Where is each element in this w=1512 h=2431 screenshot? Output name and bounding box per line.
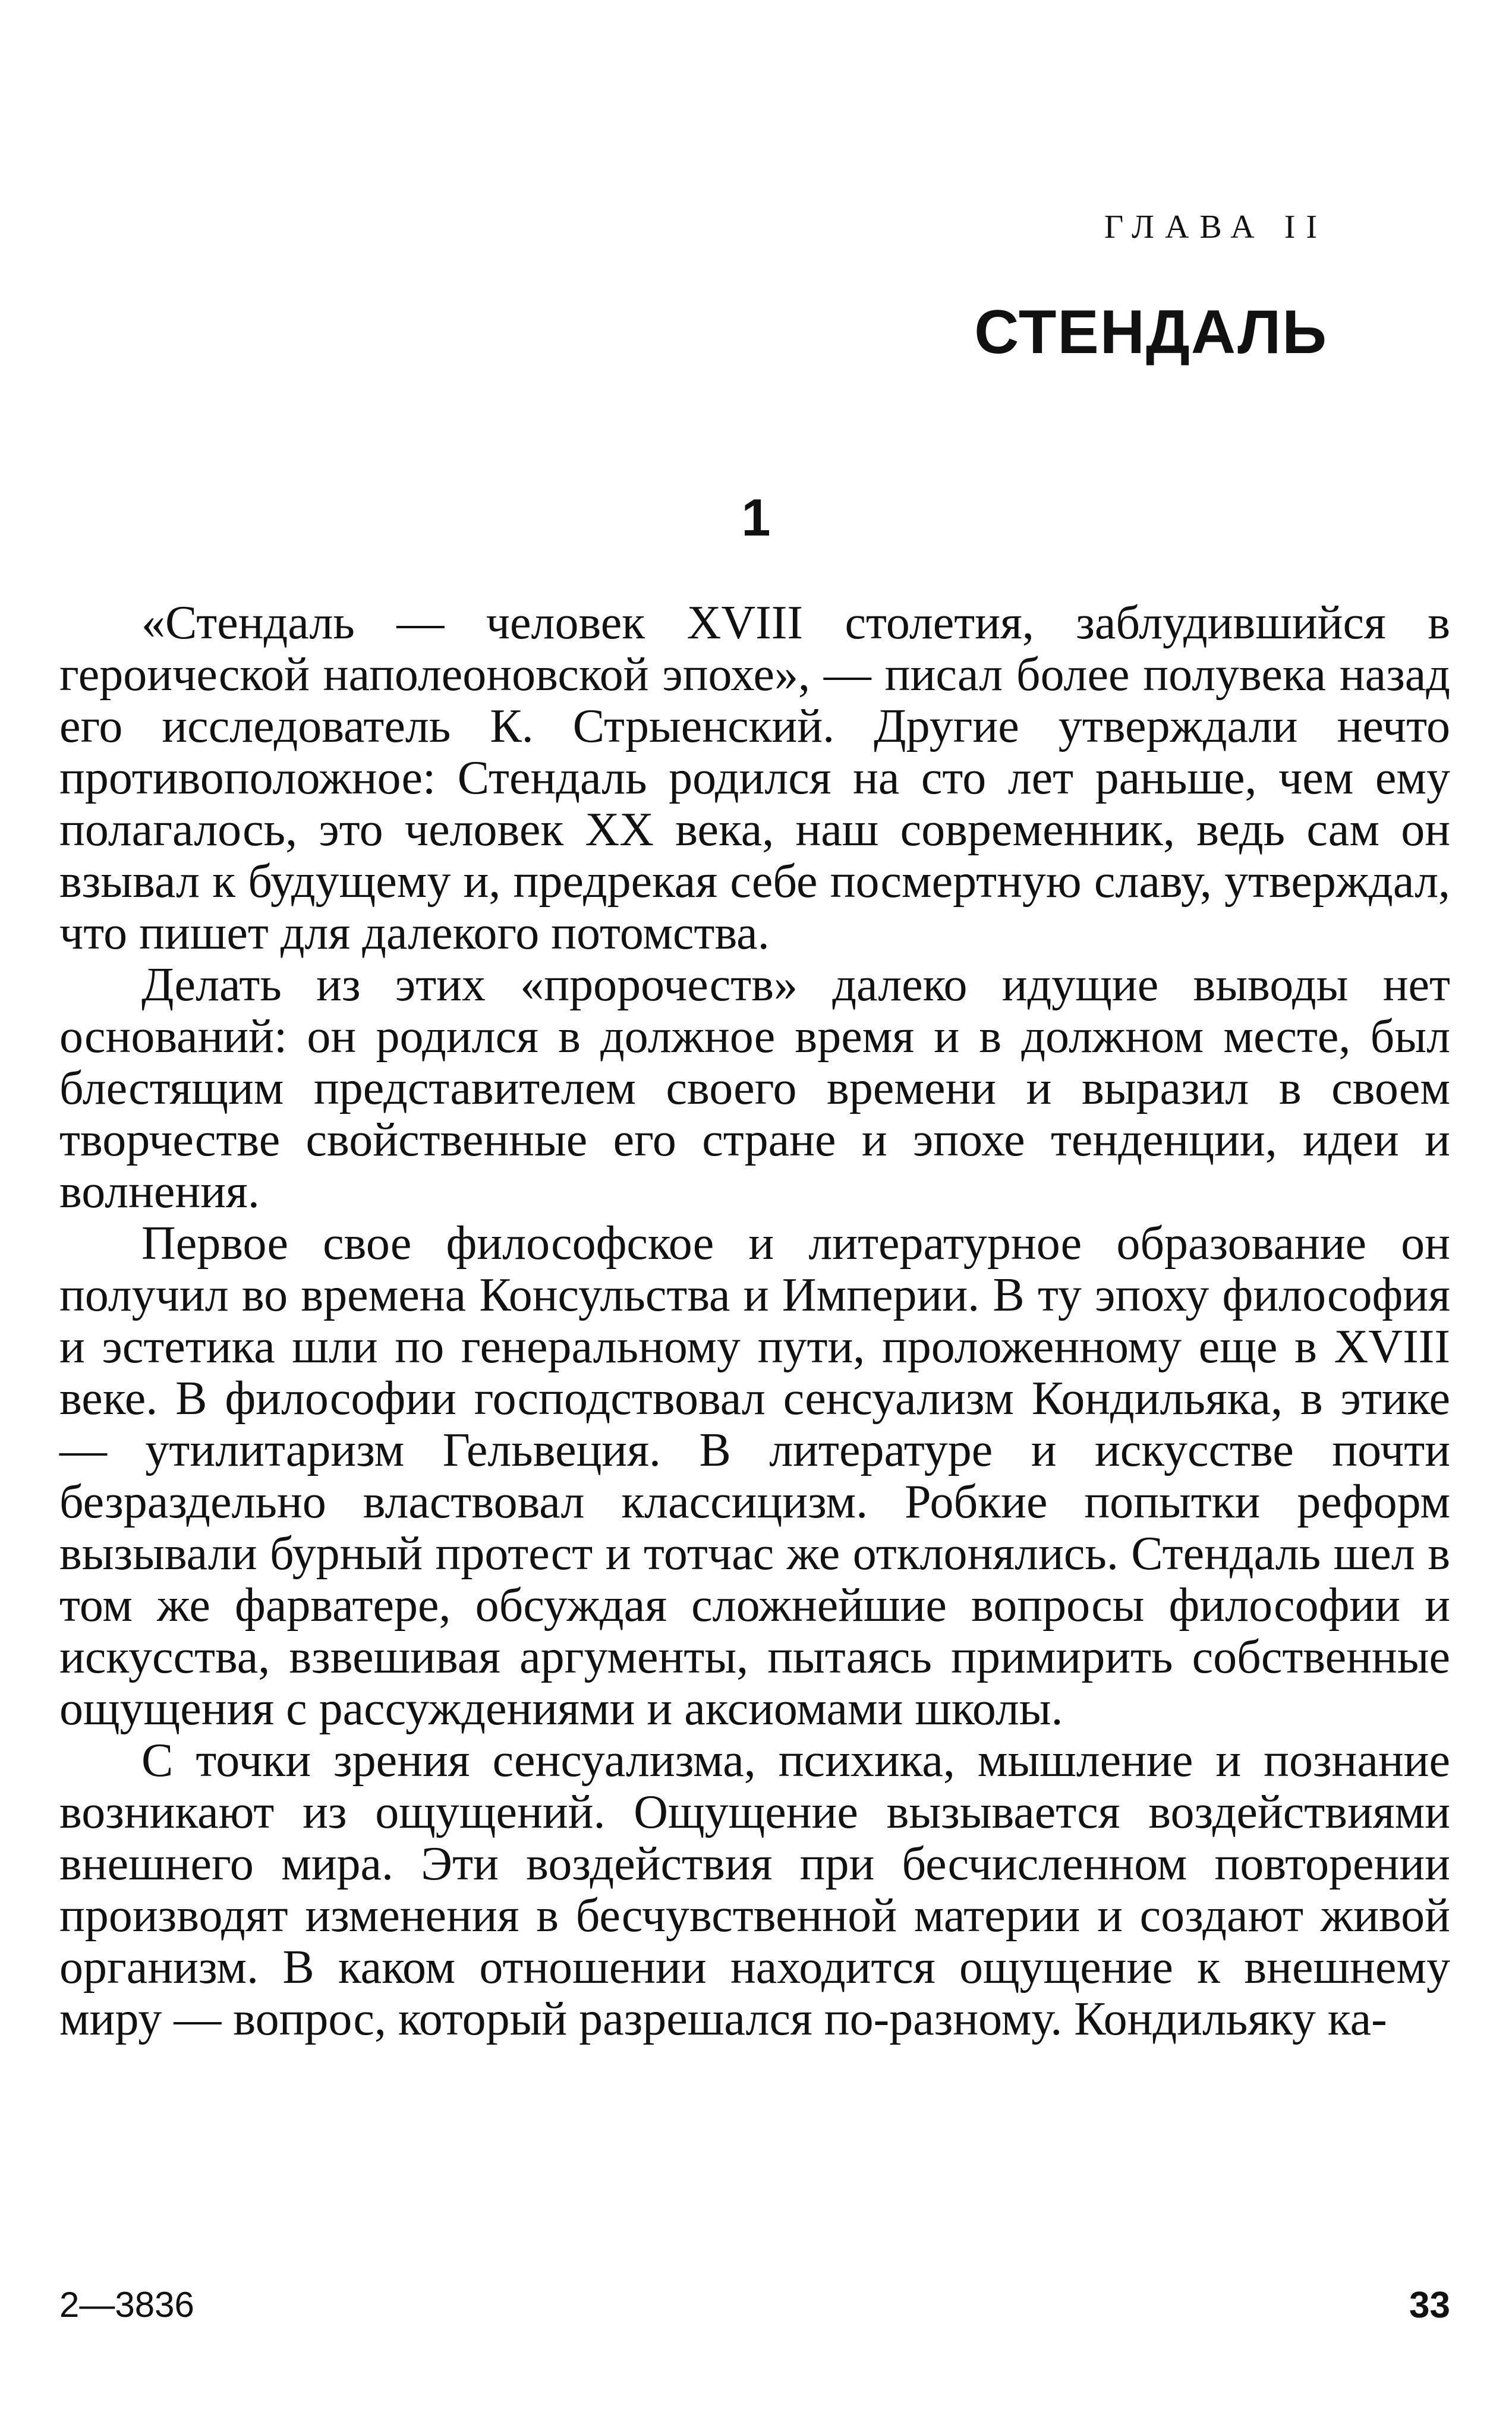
paragraph: С точки зрения сенсуализма, психика, мышление и познание возникают из ощущений. Ощущение вызывается воздействиями внешнего мира. Эти воздействия при бесчисленном повторении производят изменения в бесчувственной материи и создают живой организм. В каком отношении находится ощущение к внешнему миру — вопрос, который разрешался по-разному. Кондильяку ка-	[59, 1734, 1450, 2045]
printer-signature: 2—3836	[59, 2285, 194, 2325]
paragraph: «Стендаль — человек XVIII столетия, заблудившийся в героической наполеоновской эпохе», — писал более полувека назад его исследователь К. Стрыенский. Другие утверждали нечто противоположное: Стендаль родился на сто лет раньше, чем ему полагалось, это человек XX века, наш современник, ведь сам он взывал к будущему и, предрекая себе посмертную славу, утверждал, что пишет для далекого потомства.	[59, 597, 1450, 959]
section-number: 1	[741, 488, 771, 547]
chapter-label: ГЛАВА II	[1104, 209, 1328, 245]
paragraph: Первое свое философское и литературное образование он получил во времена Консульства и Империи. В ту эпоху философия и эстетика шли по генеральному пути, проложенному еще в XVIII веке. В философии господствовал сенсуализм Кондильяка, в этике — утилитаризм Гельвеция. В литературе и искусстве почти безраздельно властвовал классицизм. Робкие попытки реформ вызывали бурный протест и тотчас же отклонялись. Стендаль шел в том же фарватере, обсуждая сложнейшие вопросы философии и искусства, взвешивая аргументы, пытаясь примирить собственные ощущения с рассуждениями и аксиомами школы.	[59, 1217, 1450, 1735]
page-number: 33	[1409, 2285, 1450, 2326]
body-text	[59, 597, 1450, 2045]
chapter-title: СТЕНДАЛЬ	[974, 298, 1328, 367]
paragraph: Делать из этих «пророчеств» далеко идущие выводы нет оснований: он родился в должное время и в должном месте, был блестящим представителем своего времени и выразил в своем творчестве свойственные его стране и эпохе тенденции, идеи и волнения.	[59, 959, 1450, 1218]
